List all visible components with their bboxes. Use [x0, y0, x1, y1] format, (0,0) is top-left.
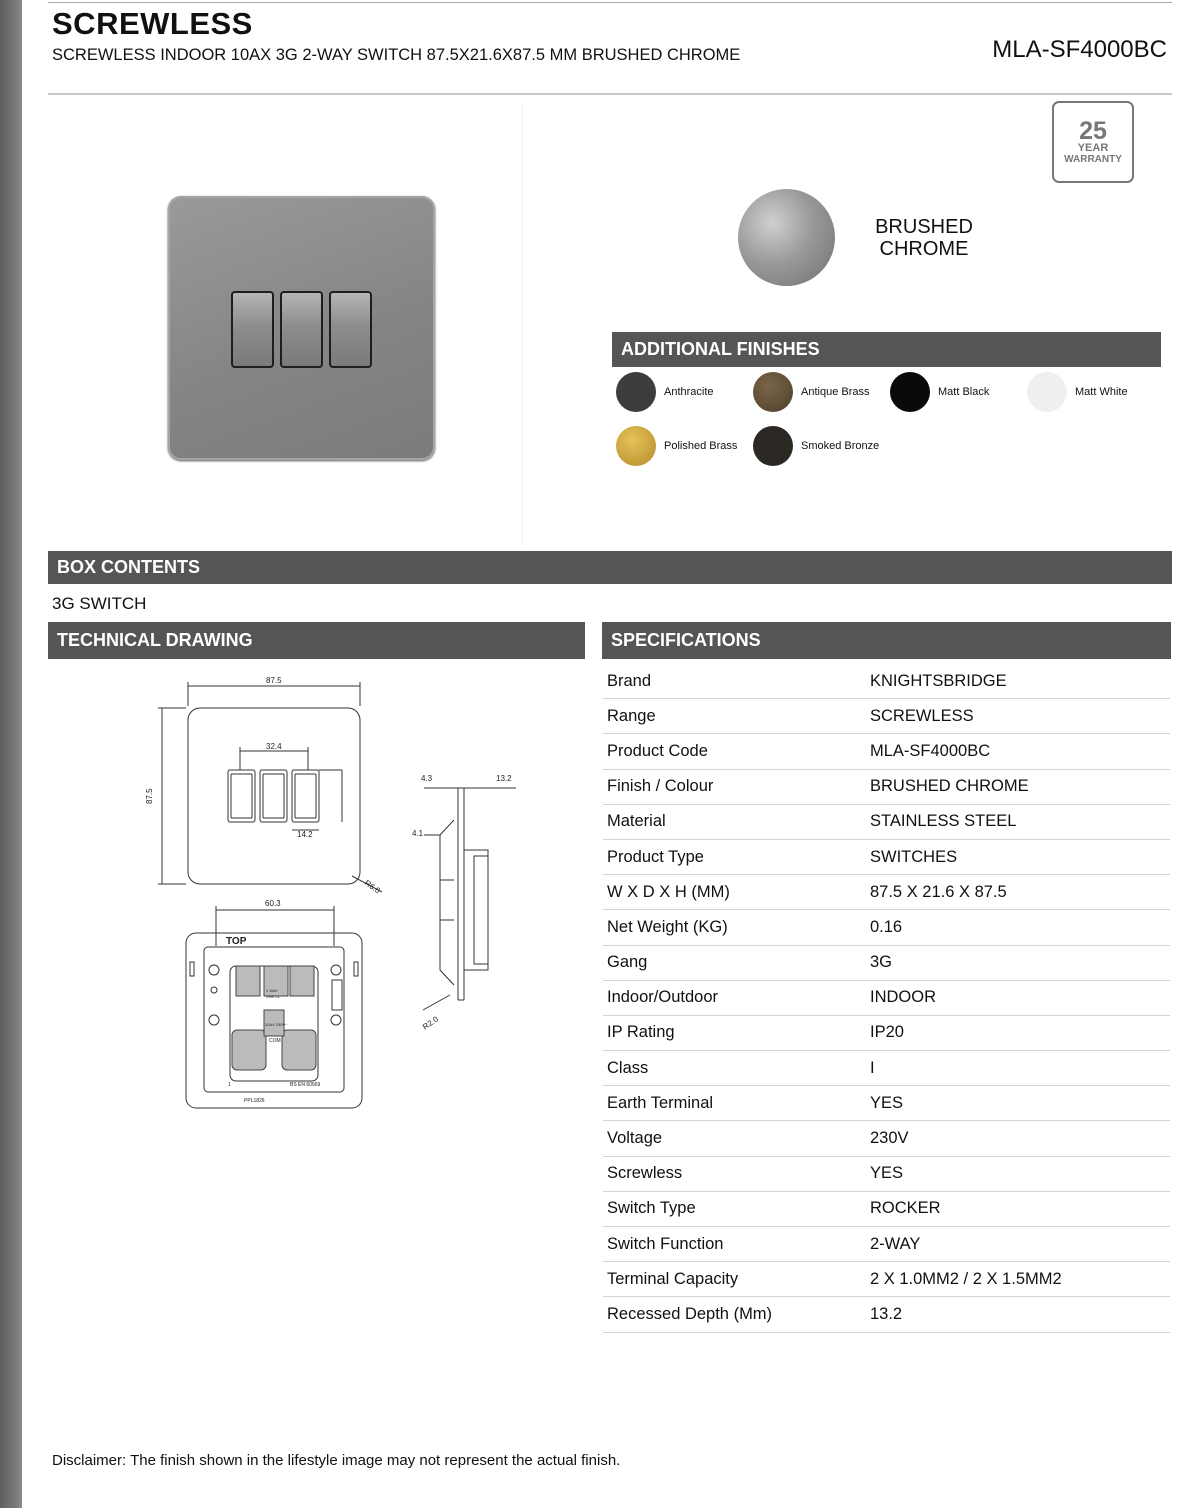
- spec-key: IP Rating: [607, 1023, 675, 1042]
- spec-key: Product Type: [607, 847, 704, 866]
- warranty-year-label: YEAR: [1077, 142, 1109, 154]
- image-separator: [522, 105, 523, 545]
- finish-option-label: Anthracite: [664, 386, 714, 398]
- spec-key: Gang: [607, 953, 648, 972]
- spec-row: [603, 1121, 1170, 1156]
- spec-value: KNIGHTSBRIDGE: [870, 671, 1007, 690]
- technical-drawing: [140, 670, 540, 1120]
- top-divider: [48, 2, 1172, 3]
- finish-option-label: Matt White: [1075, 386, 1128, 398]
- range-title: SCREWLESS: [52, 6, 253, 41]
- dim-side-c: 4.1: [412, 829, 424, 838]
- spec-row: [603, 1016, 1170, 1051]
- spec-key: Finish / Colour: [607, 777, 714, 796]
- spec-value: SCREWLESS: [870, 706, 974, 725]
- spec-key: Earth Terminal: [607, 1093, 714, 1112]
- product-code-heading: MLA-SF4000BC: [992, 36, 1167, 63]
- spec-value: 2-WAY: [870, 1234, 921, 1253]
- spec-row: [603, 1297, 1170, 1332]
- finish-option-polished-brass[interactable]: [616, 426, 737, 466]
- spec-key: Recessed Depth (Mm): [607, 1304, 773, 1323]
- warranty-label: WARRANTY: [1064, 154, 1122, 165]
- spec-key: Voltage: [607, 1129, 663, 1148]
- spec-row: [603, 699, 1170, 734]
- spec-key: Indoor/Outdoor: [607, 988, 718, 1007]
- spec-value: YES: [870, 1164, 904, 1183]
- finish-name: [872, 216, 976, 260]
- spec-key: Material: [607, 812, 666, 831]
- warranty-badge: [1052, 101, 1134, 183]
- spec-row: [603, 840, 1170, 875]
- label-rating: 10AX 250V~: [265, 1022, 288, 1027]
- dim-corner-radius: R6.0: [362, 878, 382, 896]
- spec-row: [603, 1227, 1170, 1262]
- finish-option-antique-brass[interactable]: [753, 372, 869, 412]
- spec-row: [603, 946, 1170, 981]
- spec-key: Range: [607, 706, 656, 725]
- swatch-anthracite: [616, 372, 656, 412]
- finish-option-label: Antique Brass: [801, 386, 870, 398]
- spec-row: [603, 770, 1170, 805]
- spec-row: [603, 1262, 1170, 1297]
- spec-value: STAINLESS STEEL: [870, 812, 1017, 831]
- spec-key: Switch Function: [607, 1234, 724, 1253]
- warranty-years: 25: [1079, 117, 1107, 145]
- dim-rocker-span: 32.4: [266, 742, 282, 751]
- label-part: PPL1826: [244, 1098, 265, 1104]
- dim-side-b: 13.2: [496, 774, 512, 783]
- spec-value: BRUSHED CHROME: [870, 777, 1029, 796]
- dim-back-width: 60.3: [265, 899, 281, 908]
- box-contents-text: 3G SWITCH: [52, 594, 147, 613]
- swatch-matt-black: [890, 372, 930, 412]
- spec-value: 2 X 1.0MM2 / 2 X 1.5MM2: [870, 1269, 1062, 1288]
- spec-row: [603, 1157, 1170, 1192]
- label-way: 1 WAY: [266, 988, 279, 993]
- finish-option-anthracite[interactable]: [616, 372, 714, 412]
- spec-key: Product Code: [607, 741, 708, 760]
- spec-value: MLA-SF4000BC: [870, 741, 991, 760]
- spec-row: [603, 875, 1170, 910]
- label-standard: BS EN 60669: [290, 1082, 321, 1088]
- finish-swatch-brushed-chrome: [738, 189, 835, 286]
- label-top: TOP: [226, 936, 247, 947]
- finish-name-line-2: CHROME: [879, 238, 969, 260]
- spec-row: [603, 1192, 1170, 1227]
- left-edge-bar: [0, 0, 22, 1508]
- spec-value: 0.16: [870, 917, 903, 936]
- spec-row: [603, 981, 1170, 1016]
- dim-rocker-width: 14.2: [297, 830, 313, 839]
- spec-value: IP20: [870, 1023, 904, 1042]
- spec-value: INDOOR: [870, 988, 936, 1007]
- dim-side-radius: R2.0: [420, 1014, 440, 1032]
- spec-key: Screwless: [607, 1164, 683, 1183]
- spec-value: 230V: [870, 1129, 909, 1148]
- box-contents-header: BOX CONTENTS: [48, 551, 1172, 584]
- spec-row: [603, 734, 1170, 769]
- spec-value: 13.2: [870, 1304, 903, 1323]
- spec-value: YES: [870, 1093, 904, 1112]
- swatch-antique-brass: [753, 372, 793, 412]
- spec-row: [603, 664, 1170, 699]
- spec-key: Net Weight (KG): [607, 917, 728, 936]
- finish-option-matt-black[interactable]: [890, 372, 989, 412]
- spec-value: 87.5 X 21.6 X 87.5: [870, 882, 1007, 901]
- dim-height: 87.5: [145, 788, 154, 804]
- specifications-header: SPECIFICATIONS: [602, 622, 1171, 659]
- technical-drawing-header: TECHNICAL DRAWING: [48, 622, 585, 659]
- product-image-switch-plate: [168, 196, 435, 460]
- rocker-3: [329, 291, 372, 368]
- label-number: 1: [228, 1082, 231, 1088]
- additional-finishes-header: ADDITIONAL FINISHES: [612, 332, 1161, 367]
- spec-key: Switch Type: [607, 1199, 696, 1218]
- spec-key: Class: [607, 1058, 649, 1077]
- spec-key: Terminal Capacity: [607, 1269, 739, 1288]
- label-use: USE L1: [266, 994, 280, 999]
- header-divider: [48, 93, 1172, 95]
- finish-option-label: Smoked Bronze: [801, 440, 880, 452]
- specifications-table: [603, 664, 1170, 1333]
- spec-row: [603, 1051, 1170, 1086]
- finish-name-line-1: BRUSHED: [875, 216, 973, 238]
- finish-option-label: Polished Brass: [664, 440, 738, 452]
- rocker-2: [280, 291, 323, 368]
- finish-option-smoked-bronze[interactable]: [753, 426, 879, 466]
- spec-key: W X D X H (MM): [607, 882, 730, 901]
- dim-side-a: 4.3: [421, 774, 433, 783]
- swatch-smoked-bronze: [753, 426, 793, 466]
- spec-value: 3G: [870, 953, 893, 972]
- rocker-1: [231, 291, 274, 368]
- product-description: SCREWLESS INDOOR 10AX 3G 2-WAY SWITCH 87.5X21.6X87.5 MM BRUSHED CHROME: [52, 46, 741, 64]
- spec-row: [603, 910, 1170, 945]
- disclaimer: Disclaimer: The finish shown in the lifestyle image may not represent the actual finish.: [52, 1452, 621, 1469]
- spec-value: I: [870, 1058, 875, 1077]
- spec-row: [603, 1086, 1170, 1121]
- finish-option-label: Matt Black: [938, 386, 990, 398]
- dim-width: 87.5: [266, 676, 282, 685]
- spec-key: Brand: [607, 671, 652, 690]
- spec-row: [603, 805, 1170, 840]
- swatch-polished-brass: [616, 426, 656, 466]
- label-com: COM: [269, 1038, 281, 1044]
- swatch-matt-white: [1027, 372, 1067, 412]
- spec-value: ROCKER: [870, 1199, 941, 1218]
- finish-option-matt-white[interactable]: [1027, 372, 1128, 412]
- spec-value: SWITCHES: [870, 847, 958, 866]
